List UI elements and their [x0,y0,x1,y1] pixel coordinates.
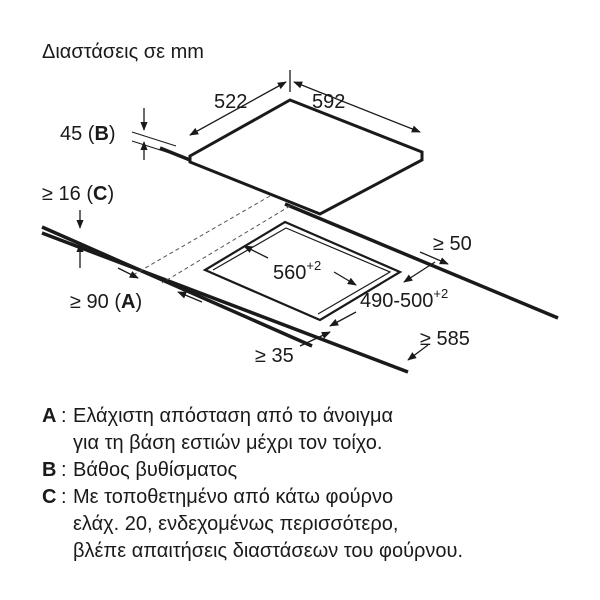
dim-label-490-500: $490-500^{+2}$ [360,286,449,312]
dim-label-592: 592 [312,91,346,113]
dim-label-35: ≥ 35 [255,345,294,367]
legend-text: βλέπε απαιτήσεις διαστάσεων του φούρνου. [73,540,464,562]
dim-tick [132,141,176,155]
legend-text: ελάχ. 20, ενδεχομένως περισσότερο, [73,513,399,535]
dim-line-560 [244,246,268,258]
diagram-title: Διαστάσεις σε mm [42,41,204,63]
projection-line [133,196,270,275]
dim-label-a: ≥ 90 (A) [70,291,143,313]
projection-line [162,206,290,283]
worktop-left-top-edge [42,227,312,346]
dim-tick [132,132,176,146]
legend-key: C [42,486,57,508]
dim-line-490 [330,312,356,326]
dim-line-490 [404,262,435,282]
dim-label-b: 45 (B) [60,123,116,145]
legend [42,403,582,565]
dim-label-50: ≥ 50 [433,233,472,255]
legend-item-b [42,457,582,484]
legend-key: B [42,459,57,481]
dim-label-585: ≥ 585 [420,328,470,350]
legend-key: A [42,405,57,427]
dim-label-522: 522 [214,91,248,113]
dim-line-560 [334,272,356,285]
dim-label-560: $560^{+2}$ [273,258,322,284]
legend-colon: : [61,459,67,481]
hob-glass [190,100,422,214]
dim-label-c: ≥ 16 (C) [42,183,115,205]
legend-text: Βάθος βυθίσματος [73,459,238,481]
legend-text: για τη βάση εστιών μέχρι τον τοίχο. [73,432,383,454]
legend-colon: : [61,405,67,427]
legend-item-a [42,403,582,430]
legend-colon: : [61,486,67,508]
legend-text: Με τοποθετημένο από κάτω φούρνο [73,486,394,508]
legend-text: Ελάχιστη απόσταση από το άνοιγμα [73,405,394,427]
legend-item-c [42,484,582,511]
